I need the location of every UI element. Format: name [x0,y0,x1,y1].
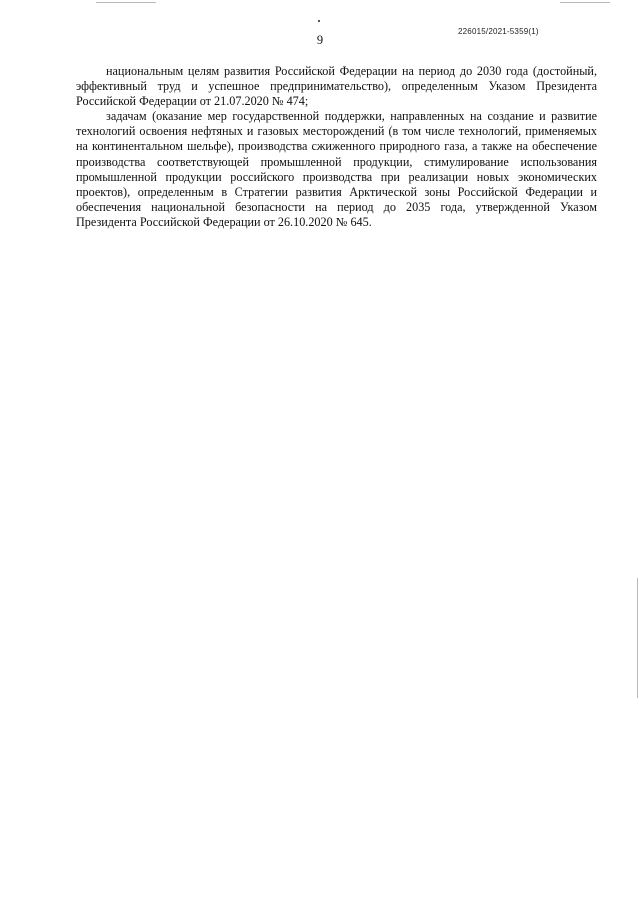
scan-artifact-top-right [560,2,610,3]
page-number: 9 [316,33,324,47]
scan-artifact-right-edge [637,578,638,698]
scan-artifact-top-left [96,2,156,3]
scan-artifact-top-dot [318,20,320,22]
paragraph-tasks: задачам (оказание мер государственной поддержки, направленных на создание и развитие технологий освоения нефтяных и газовых месторождений (в том числе технологий, применяемых на континентальном шельфе), производства сжиженного природного газа, а также на обеспечение производства соответствующей промышленной продукции, стимулирование использования промышленной продукции российского производства при реализации новых экономических проектов), определенным в Стратегии развития Арктической зоны Российской Федерации и обеспечения национальной безопасности на период до 2035 года, утвержденной Указом Президента Российской Федерации от 26.10.2020 № 645. [76,109,597,229]
paragraph-national-goals: национальным целям развития Российской Федерации на период до 2030 года (достойный, эффективный труд и успешное предпринимательство), определенным Указом Президента Российской Федерации от 21.07.2020 № 474; [76,64,597,109]
document-registration-number: 226015/2021-5359(1) [458,27,539,36]
document-body [76,64,597,230]
